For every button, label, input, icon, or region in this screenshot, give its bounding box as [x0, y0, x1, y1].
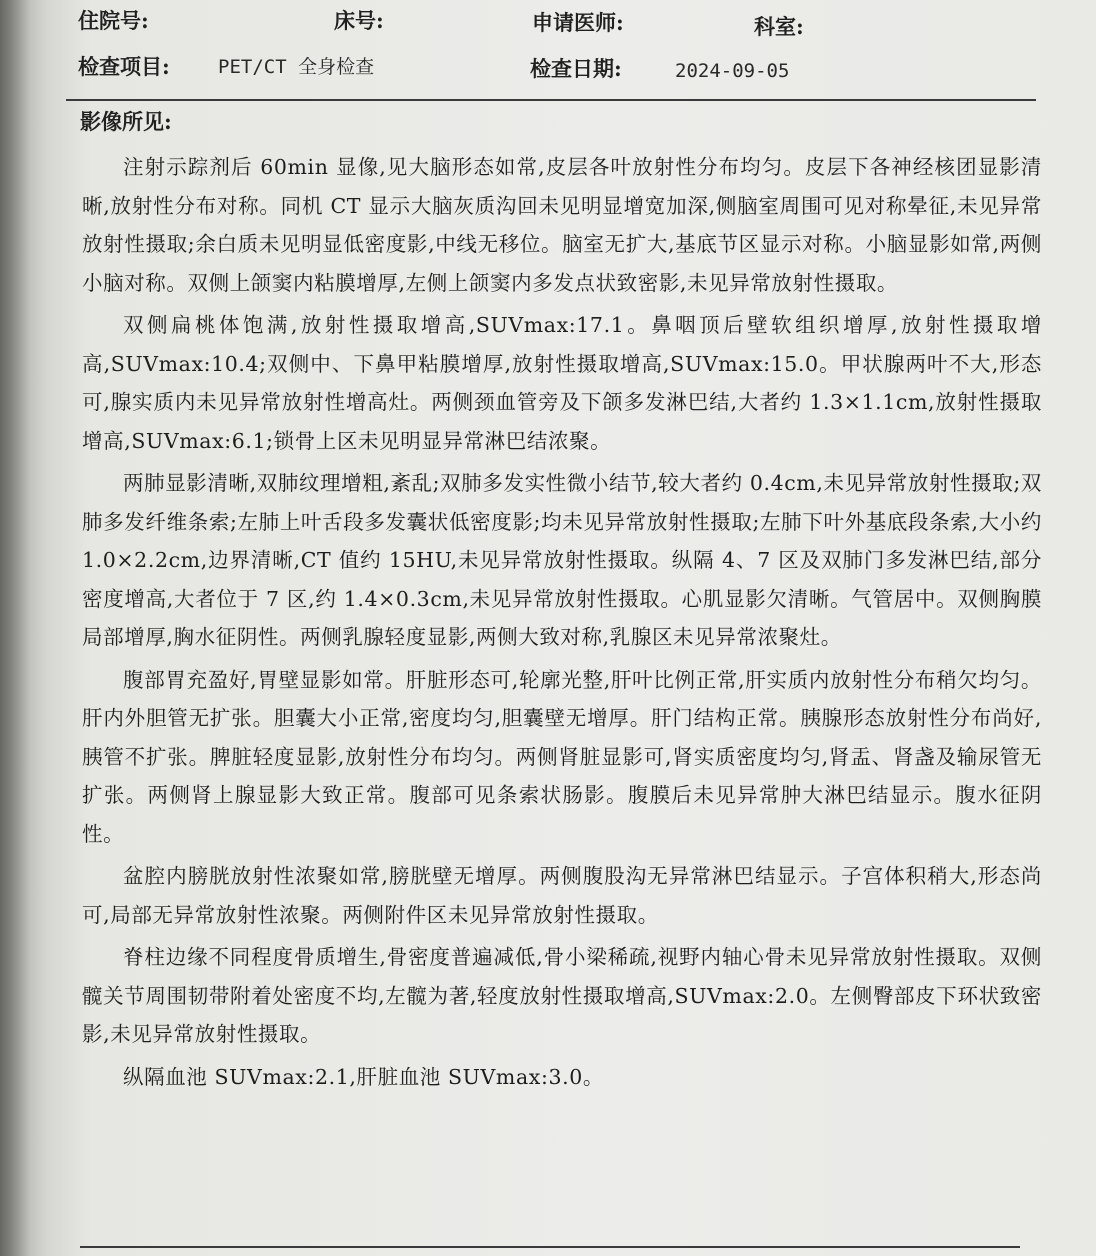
page-edge-shadow — [0, 0, 30, 1256]
findings-paragraph-skeleton: 脊柱边缘不同程度骨质增生,骨密度普遍减低,骨小梁稀疏,视野内轴心骨未见异常放射性摄取。双侧髋关节周围韧带附着处密度不均,左髋为著,轻度放射性摄取增高,SUVmax:2.0。左侧臀部皮下环状致密影,未见异常放射性摄取。 — [82, 945, 1042, 1046]
findings-paragraph-brain: 注射示踪剂后 60min 显像,见大脑形态如常,皮层各叶放射性分布均匀。皮层下各神经核团显影清晰,放射性分布对称。同机 CT 显示大脑灰质沟回未见明显增宽加深,侧脑室周围可见对称晕征,未见异常放射性摄取;余白质未见明显低密度影,中线无移位。脑室无扩大,基底节区显示对称。小脑显影如常,两侧小脑对称。双侧上颌窦内粘膜增厚,左侧上颌窦内多发点状致密影,未见异常放射性摄取。 — [82, 155, 1042, 295]
findings-paragraph-blood-pool: 纵隔血池 SUVmax:2.1,肝脏血池 SUVmax:3.0。 — [123, 1064, 604, 1089]
findings-paragraph-abdomen: 腹部胃充盈好,胃壁显影如常。肝脏形态可,轮廓光整,肝叶比例正常,肝实质内放射性分布稍欠均匀。肝内外胆管无扩张。胆囊大小正常,密度均匀,胆囊壁无增厚。肝门结构正常。胰腺形态放射性分布尚好,胰管不扩张。脾脏轻度显影,放射性分布均匀。两侧肾脏显影可,肾实质密度均匀,肾盂、肾盏及输尿管无扩张。两侧肾上腺显影大致正常。腹部可见条索状肠影。腹膜后未见异常肿大淋巴结显示。腹水征阴性。 — [82, 667, 1042, 846]
inpatient-number-label: 住院号: — [78, 8, 149, 33]
footer-divider — [80, 1246, 1020, 1248]
header-divider — [66, 99, 1036, 101]
department-label: 科室: — [754, 14, 804, 39]
findings-body — [82, 148, 1042, 1100]
exam-item-value: PET/CT 全身检查 — [218, 56, 375, 78]
exam-item-label: 检查项目: — [78, 54, 170, 79]
exam-date-label: 检查日期: — [530, 56, 622, 81]
findings-paragraph-head-neck: 双侧扁桃体饱满,放射性摄取增高,SUVmax:17.1。鼻咽顶后壁软组织增厚,放射性摄取增高,SUVmax:10.4;双侧中、下鼻甲粘膜增厚,放射性摄取增高,SUVmax:15.0。甲状腺两叶不大,形态可,腺实质内未见异常放射性增高灶。两侧颈血管旁及下颌多发淋巴结,大者约 1.3×1.1cm,放射性摄取增高,SUVmax:6.1;锁骨上区未见明显异常淋巴结浓聚。 — [82, 313, 1042, 453]
findings-paragraph-pelvis: 盆腔内膀胱放射性浓聚如常,膀胱壁无增厚。两侧腹股沟无异常淋巴结显示。子宫体积稍大,形态尚可,局部无异常放射性浓聚。两侧附件区未见异常放射性摄取。 — [82, 864, 1042, 927]
findings-heading: 影像所见: — [80, 109, 172, 134]
exam-date-value: 2024-09-05 — [675, 60, 790, 82]
report-header — [0, 0, 1096, 100]
bed-number-label: 床号: — [334, 8, 384, 33]
findings-paragraph-chest: 两肺显影清晰,双肺纹理增粗,紊乱;双肺多发实性微小结节,较大者约 0.4cm,未见异常放射性摄取;双肺多发纤维条索;左肺上叶舌段多发囊状低密度影;均未见异常放射性摄取;左肺下叶外基底段条索,大小约 1.0×2.2cm,边界清晰,CT 值约 15HU,未见异常放射性摄取。纵隔 4、7 区及双肺门多发淋巴结,部分密度增高,大者位于 7 区,约 1.4×0.3cm,未见异常放射性摄取。心肌显影欠清晰。气管居中。双侧胸膜局部增厚,胸水征阴性。两侧乳腺轻度显影,两侧大致对称,乳腺区未见异常浓聚灶。 — [82, 471, 1042, 649]
requesting-physician-label: 申请医师: — [532, 10, 624, 35]
